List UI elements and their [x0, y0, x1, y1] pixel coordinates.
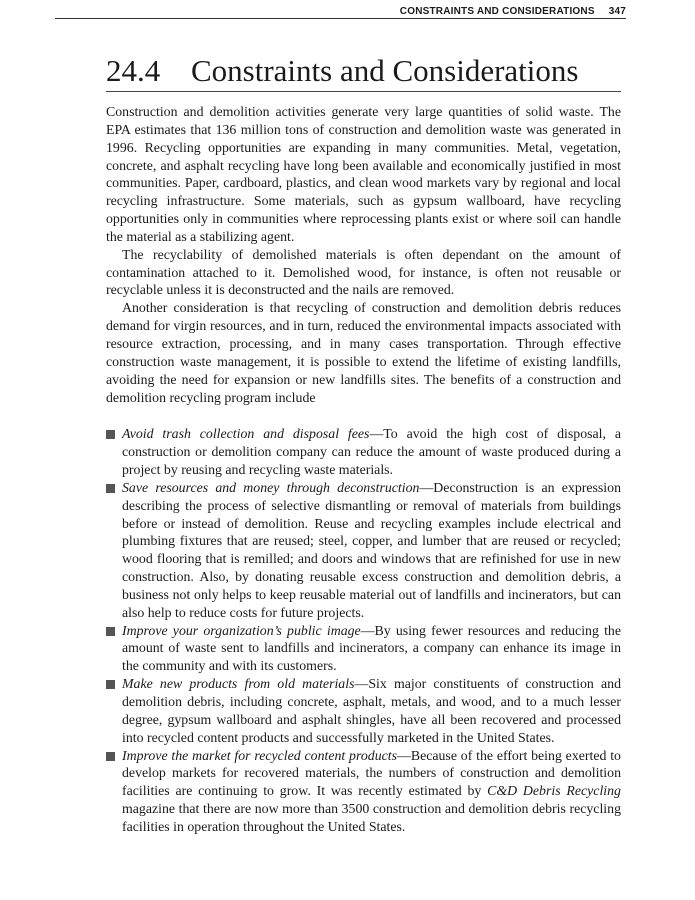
benefits-list — [106, 425, 621, 835]
section-heading — [106, 52, 621, 92]
section-number: 24.4 — [106, 53, 161, 88]
benefit-text: —Deconstruction is an expression describing the process of selective dismantling or removal of materials from buildings before or instead of demolition. Reuse and recycling examples include electrical and plumbing fixtures that are reused; steel, copper, and lumber that are reused or recycled; wood flooring that is remilled; and doors and windows that are refinished for use in new construction. Also, by donating reusable excess construction and demolition debris, a business not only helps to keep reusable material out of landfills and incinerators, but can also help to reduce costs for future projects. — [122, 479, 621, 620]
paragraph-consideration: Another consideration is that recycling of construction and demolition debris reduces demand for virgin resources, and in turn, reduced the environmental impacts associated with resource extraction, processing, and in many cases transportation. Through effective construction waste management, it is possible to extend the lifetime of existing landfills, avoiding the need for expansion or new landfills sites. The benefits of a construction and demolition recycling program include — [106, 300, 621, 405]
paragraph-intro: Construction and demolition activities generate very large quantities of solid waste. The EPA estimates that 136 million tons of construction and demolition waste was generated in 1996. Recycling opportunities are expanding in many communities. Metal, vegetation, concrete, and asphalt recycling have long been available and economically justified in most communities. Paper, cardboard, plastics, and clean wood markets vary by regional and local recycling infrastructure. Some materials, such as gypsum wallboard, have recycling opportunities only in communities where reprocessing plants exist or where soil can handle the material as a stabilizing agent. — [106, 104, 621, 244]
benefit-text: —Because of the effort being exerted to develop markets for recovered materials, the numbers of construction and demolition facilities are continuing to grow. It was recently estimated by — [122, 747, 621, 799]
square-bullet-icon — [106, 430, 115, 439]
list-item — [106, 425, 621, 479]
page-number: 347 — [608, 6, 626, 17]
square-bullet-icon — [106, 680, 115, 689]
paragraph-recyclability: The recyclability of demolished materials is often dependant on the amount of contamination attached to it. Demolished wood, for instance, is often not reusable or recyclable unless it is deconstructed and the nails are removed. — [106, 246, 621, 298]
running-header — [55, 5, 626, 19]
list-item — [106, 675, 621, 746]
square-bullet-icon — [106, 752, 115, 761]
benefit-lead: Avoid trash collection and disposal fees — [122, 426, 370, 442]
benefit-lead: Improve the market for recycled content products — [122, 747, 397, 763]
square-bullet-icon — [106, 627, 115, 636]
list-item — [106, 479, 621, 622]
body-content — [106, 103, 621, 836]
square-bullet-icon — [106, 484, 115, 493]
section-title: Constraints and Considerations — [191, 53, 579, 88]
benefit-text: —Six major constituents of construction and demolition debris, including concrete, asphalt, metals, and wood, and to a much lesser degree, gypsum wallboard and asphalt shingles, have all been recovered and processed into recycled content products and successfully marketed in the United States. — [122, 676, 622, 745]
list-item — [106, 622, 621, 676]
benefit-text: —By using fewer resources and reducing the amount of waste sent to landfills and incinerators, a company can enhance its image in the community and with its customers. — [122, 622, 621, 674]
magazine-title: C&D Debris Recycling — [487, 783, 621, 799]
benefit-lead: Make new products from old materials — [122, 676, 355, 692]
running-title: CONSTRAINTS AND CONSIDERATIONS — [399, 6, 595, 17]
benefit-lead: Save resources and money through deconstruction — [122, 479, 420, 495]
benefit-text-end: magazine that there are now more than 3500 construction and demolition debris recycling facilities in operation throughout the United States. — [122, 801, 621, 834]
benefit-text: —To avoid the high cost of disposal, a construction or demolition company can reduce the amount of waste produced during a project by reusing and recycling waste materials. — [122, 426, 622, 478]
benefit-lead: Improve your organization’s public image — [122, 622, 361, 638]
list-item — [106, 747, 621, 836]
